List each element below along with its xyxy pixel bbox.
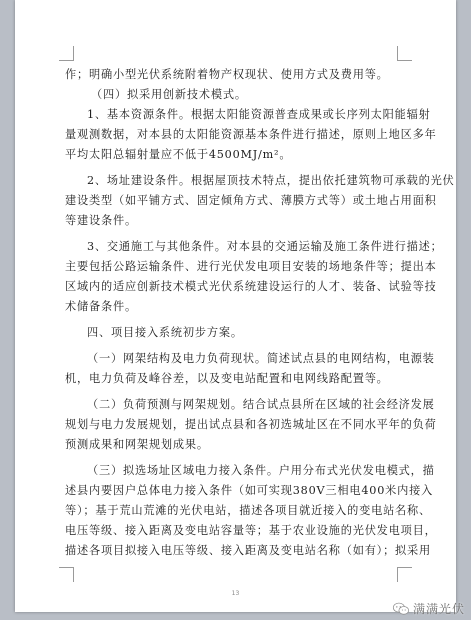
text-line: 描述各项目拟接入电压等级、接入距离及变电站名称（如有）；拟采用: [65, 544, 432, 557]
text-line: （一）网架结构及电力负荷现状。简述试点县的电网结构，电源装: [87, 352, 435, 365]
text-line: 述县内要因户总体电力接入条件（如可实现380V三相电400米内接入: [65, 484, 434, 497]
text-line: 电压等级、接入距离及变电站容量等；基于农业设施的光伏发电项目，: [65, 524, 437, 537]
text-line: 等建设条件。: [65, 214, 137, 227]
watermark-label: 满满光伏: [412, 602, 465, 616]
section-heading: 四、项目接入系统初步方案。: [87, 326, 243, 339]
text-line: 平均太阳总辐射量应不低于4500MJ/m²。: [65, 148, 292, 161]
text-line: 等）；基于荒山荒滩的光伏电站，描述各项目就近接入的变电站名称、: [65, 504, 432, 517]
text-line: 1、基本资源条件。根据太阳能资源普查成果或长序列太阳能辐射: [87, 108, 431, 121]
text-line: 3、交通施工与其他条件。对本县的交通运输及施工条件进行描述；: [87, 240, 443, 253]
text-line: 预测成果和网架规划成果。: [65, 438, 209, 451]
document-page: [15, 0, 456, 612]
crop-mark-bottom-right: [397, 567, 412, 582]
text-line: 规划与电力发展规划，提出试点县和各初选城址区在不同水平年的负荷: [65, 418, 437, 431]
text-line: 术储备条件。: [65, 300, 137, 313]
wechat-icon: [392, 602, 410, 616]
crop-mark-bottom-left: [59, 567, 74, 582]
text-line: 机，电力负荷及峰谷差，以及变电站配置和电网线路配置等。: [65, 372, 389, 385]
page-number: 13: [231, 590, 240, 597]
text-line: （三）拟选场址区域电力接入条件。户用分布式光伏发电模式，描: [87, 464, 435, 477]
section-heading: （四）拟采用创新技术模式。: [91, 88, 247, 101]
text-line: （二）负荷预测与网架规划。结合试点县所在区域的社会经济发展: [87, 398, 435, 411]
text-line: 作；明确小型光伏系统附着物产权现状、使用方式及费用等。: [65, 68, 389, 81]
watermark: [392, 600, 465, 617]
text-line: 区域内的适应创新技术模式光伏系统建设运行的人才、装备、试验等技: [65, 280, 437, 293]
crop-mark-top-right: [397, 46, 412, 61]
text-line: 量观测数据，对本县的太阳能资源基本条件进行描述，原则上地区多年: [65, 128, 437, 141]
text-line: 2、场址建设条件。根据屋顶技术特点，提出依托建筑物可承载的光伏: [87, 174, 455, 187]
crop-mark-top-left: [59, 46, 74, 61]
text-line: 主要包括公路运输条件、进行光伏发电项目安装的场地条件等；提出本: [65, 260, 437, 273]
text-line: 建设类型（如平铺方式、固定倾角方式、薄膜方式等）或土地占用面积: [65, 194, 437, 207]
document-body: [65, 65, 455, 561]
